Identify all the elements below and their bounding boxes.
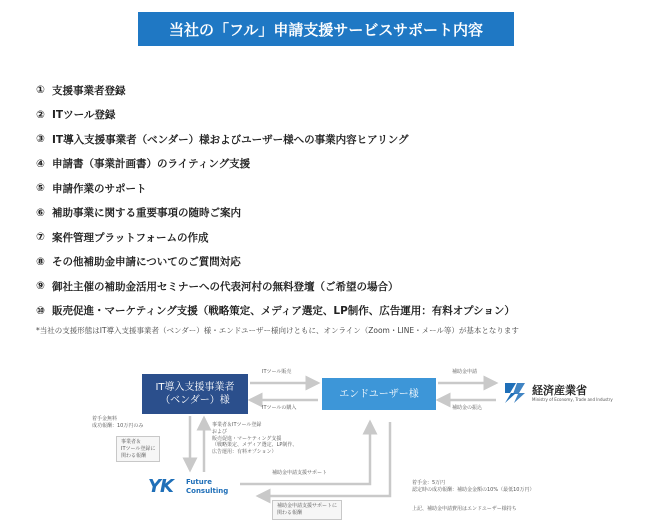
meti-emblem-icon: [502, 380, 528, 406]
service-item: [36, 274, 636, 299]
service-number: ⑧: [36, 255, 45, 268]
service-item: [36, 225, 636, 250]
label-subsidy-pay: 補助金の振込: [452, 405, 483, 411]
fee-right: [412, 480, 534, 494]
label-it-purchase: ITツールの購入: [262, 405, 297, 411]
service-item: [36, 127, 636, 152]
enduser-label: エンドユーザー様: [339, 388, 419, 400]
service-number: ⑨: [36, 280, 45, 293]
service-number: ④: [36, 157, 45, 170]
service-number: ①: [36, 84, 45, 97]
center-line5: 広告運用：有料オプション）: [212, 449, 277, 455]
callout-left-line3: 関わる報酬: [121, 452, 147, 459]
service-item: [36, 78, 636, 103]
service-number: ⑥: [36, 206, 45, 219]
enduser-box: [322, 378, 436, 410]
center-line3: 販売促進・マーケティング支援: [212, 435, 282, 442]
footnote: *当社の支援形態はIT導入支援事業者（ベンダー）様・エンドユーザー様向けともに、オンライン（Zoom・LINE・メール等）が基本となります: [36, 326, 519, 335]
service-text: IT導入支援事業者（ベンダー）様およびユーザー様への事業内容ヒアリング: [52, 133, 409, 146]
service-number: ⑦: [36, 231, 45, 244]
callout-registration-fee: [116, 436, 160, 462]
vendor-label-line2: （ベンダー）様: [160, 395, 230, 406]
yk-logo: [148, 476, 244, 500]
service-list: [36, 78, 636, 323]
service-item: [36, 250, 636, 275]
fee-right-note: 上記、補助金申請費用はエンドユーザー様持ち: [412, 506, 517, 512]
callout-bottom-line2: 関わる報酬: [277, 509, 303, 516]
yk-logo-consulting: Consulting: [186, 487, 229, 495]
flow-diagram: [0, 360, 650, 526]
meti-subname: Ministry of Economy, Trade and Industry: [532, 397, 613, 402]
meti-logo: [502, 378, 632, 408]
service-text: 申請書（事業計画書）のライティング支援: [52, 158, 251, 171]
fee-left: [92, 416, 143, 430]
meti-name: 経済産業省: [532, 384, 587, 397]
callout-left-line1: 事業者＆: [121, 439, 142, 445]
service-number: ③: [36, 133, 45, 146]
label-support: 補助金申請支援サポート: [272, 470, 328, 476]
center-line1: 事業者＆ITツール登録: [212, 422, 262, 428]
service-item: [36, 152, 636, 177]
callout-bottom-line1: 補助金申請支援サポートに: [277, 503, 338, 509]
service-number: ②: [36, 108, 45, 121]
label-subsidy-apply: 補助金申請: [452, 369, 478, 375]
service-number: ⑤: [36, 182, 45, 195]
yk-logo-mark: YK: [148, 476, 173, 497]
center-line2: および: [212, 428, 228, 435]
fee-right-line1: 着手金：5万円: [412, 480, 446, 486]
service-text: 補助事業に関する重要事項の随時ご案内: [52, 207, 241, 220]
yk-logo-future: Future: [186, 478, 212, 486]
page-title-banner: [138, 12, 514, 46]
service-text: 申請作業のサポート: [52, 182, 147, 195]
fee-right-line2: 認定時の成功報酬：補助金金額の10%（最低10万円）: [412, 486, 535, 493]
service-text: 案件管理プラットフォームの作成: [52, 231, 209, 244]
vendor-label-line1: IT導入支援事業者: [155, 382, 235, 393]
service-text: その他補助金申請についてのご質問対応: [52, 256, 241, 269]
callout-support-fee: [272, 500, 342, 520]
service-item: [36, 176, 636, 201]
service-item: [36, 299, 636, 324]
service-item: [36, 103, 636, 128]
label-it-sales: ITツール販売: [262, 369, 292, 375]
service-number: ⑩: [36, 304, 45, 317]
service-text: ITツール登録: [52, 109, 116, 122]
service-text: 支援事業者登録: [52, 84, 126, 97]
fee-left-line1: 着手金無料: [92, 416, 118, 422]
service-item: [36, 201, 636, 226]
center-services-note: [212, 422, 297, 456]
page-title: 当社の「フル」申請支援サービスサポート内容: [168, 20, 484, 39]
center-line4: （戦略策定、メディア選定、LP制作、: [212, 442, 298, 449]
vendor-box: [142, 374, 248, 414]
callout-left-line2: ITツール登録に: [121, 445, 156, 452]
fee-left-line2: 成功報酬：10万円のみ: [92, 422, 144, 429]
service-text: 販売促進・マーケティング支援（戦略策定、メディア選定、LP制作、広告運用：有料オプション）: [52, 305, 515, 318]
service-text: 御社主催の補助金活用セミナーへの代表河村の無料登壇（ご希望の場合）: [52, 280, 399, 293]
